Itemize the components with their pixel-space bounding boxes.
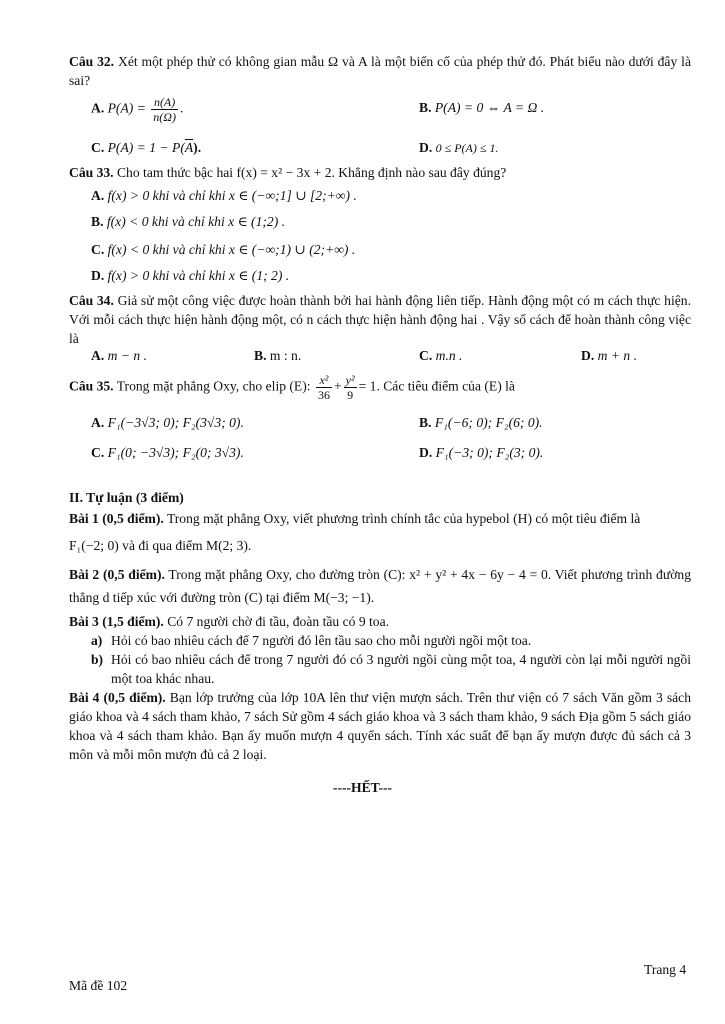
q34-c-text: m.n .: [435, 348, 463, 363]
q32-b-label: B.: [419, 100, 432, 115]
q35-eq: = 1: [358, 378, 377, 394]
q35-fx-den: 36: [317, 388, 330, 402]
q35-fraction-y: [344, 373, 357, 402]
q35-option-a: [91, 413, 244, 432]
q32-d-text: 0 ≤ P(A) ≤ 1.: [435, 141, 499, 155]
q35-plus: +: [333, 378, 342, 394]
q34-label: Câu 34.: [69, 293, 114, 308]
q32-a-label: A.: [91, 100, 105, 116]
bai1-line2: [69, 536, 251, 555]
bai1-text: Trong mặt phẳng Oxy, viết phương trình chính tắc của hypebol (H) có một tiêu điểm là: [166, 511, 641, 526]
bai3-label: Bài 3 (1,5 điểm).: [69, 614, 164, 629]
q33-label: Câu 33.: [69, 165, 114, 180]
end-marker: ----HẾT---: [332, 780, 393, 795]
q33-a-text: f(x) > 0 khi và chỉ khi x ∈ (−∞;1] ∪ [2;+∞) .: [107, 188, 357, 203]
q35-c-text: F₁(0; −3√3); F₂(0; 3√3).: [107, 445, 244, 460]
q34-option-c: [419, 346, 462, 365]
bai3-part-b: [91, 650, 691, 688]
q35-fraction-x: [316, 373, 332, 402]
q32-b-text: P(A) = 0 ⇔ A = Ω .: [434, 100, 545, 115]
bai1: [69, 509, 691, 528]
q35-fy-num: y²: [345, 373, 355, 387]
q35-option-d: [419, 443, 543, 462]
q35-a-label: A.: [91, 415, 105, 430]
q34-b-text: m : n.: [269, 348, 302, 363]
q32-option-d: [419, 138, 498, 158]
page-number: Trang 4: [644, 962, 687, 977]
q33-option-a: [91, 186, 357, 205]
q35-option-b: [419, 413, 543, 432]
q34-d-text: m + n .: [597, 348, 638, 363]
q33-b-label: B.: [91, 214, 104, 229]
q32-c-bar: $\overline{A}$: [184, 140, 194, 155]
bai4-label: Bài 4 (0,5 điểm).: [69, 690, 166, 705]
q32-c-label: C.: [91, 140, 105, 155]
q34-option-b: [254, 346, 301, 365]
bai3-part-a: [91, 631, 691, 650]
q34-b-label: B.: [254, 348, 267, 363]
q35-fx-num: x²: [316, 373, 332, 388]
q33-c-label: C.: [91, 242, 105, 257]
q34-option-a: [91, 346, 147, 365]
q33-stem: [69, 163, 506, 182]
q35-label: Câu 35.: [69, 378, 114, 394]
bai3-b-text: Hỏi có bao nhiêu cách để trong 7 người đó có 3 người ngồi cùng một toa, 4 người còn lại mỗi người ngồi một toa khác nhau.: [111, 652, 691, 686]
q33-option-b: [91, 212, 285, 231]
q33-option-d: [91, 266, 289, 285]
section2-title: [69, 488, 184, 507]
q33-a-label: A.: [91, 188, 105, 203]
q35-fy-den: 9: [347, 388, 354, 402]
bai2: [69, 563, 691, 609]
bai1-text2: F₁(−2; 0) và đi qua điểm M(2; 3).: [69, 538, 252, 553]
q32-option-b: [419, 98, 544, 117]
q34-d-label: D.: [581, 348, 595, 363]
q35-d-label: D.: [419, 445, 433, 460]
q34-c-label: C.: [419, 348, 433, 363]
q32-label: Câu 32.: [69, 54, 115, 69]
q34-stem-text: Giả sử một công việc được hoàn thành bởi hai hành động liên tiếp. Hành động một có m cách thực hiện. Với mỗi cách thực hiện hành động một, có n cách thực hiện hành động hai . Vậy số cách để hoàn thành công việc là: [69, 293, 691, 346]
q34-option-d: [581, 346, 637, 365]
q33-stem-text: Cho tam thức bậc hai f(x) = x² − 3x + 2. Khẳng định nào sau đây đúng?: [116, 165, 507, 180]
q33-d-label: D.: [91, 268, 105, 283]
q35-a-text: F₁(−3√3; 0); F₂(3√3; 0).: [107, 415, 244, 430]
q32-d-label: D.: [419, 140, 433, 155]
bai3: [69, 612, 389, 631]
q34-a-label: A.: [91, 348, 105, 363]
bai3-b-label: b): [91, 652, 104, 667]
q33-d-text: f(x) > 0 khi và chỉ khi x ∈ (1; 2) .: [107, 268, 290, 283]
bai3-text: Có 7 người chờ đi tầu, đoàn tầu có 9 toa.: [167, 614, 390, 629]
bai2-label: Bài 2 (0,5 điểm).: [69, 567, 165, 582]
q33-option-c: [91, 240, 355, 259]
q32-stem: [69, 52, 691, 90]
bai3-a-text: Hỏi có bao nhiêu cách để 7 người đó lên tầu sao cho mỗi người ngồi một toa.: [111, 633, 532, 648]
exam-code: Mã đề 102: [69, 978, 128, 993]
q32-c-post: ).: [193, 140, 202, 155]
q32-c-pre: P(A) = 1 − P(: [107, 140, 185, 155]
bai4: [69, 688, 691, 764]
q35-d-text: F₁(−3; 0); F₂(3; 0).: [435, 445, 544, 460]
bai3-a-label: a): [91, 633, 103, 648]
q33-b-text: f(x) < 0 khi và chỉ khi x ∈ (1;2) .: [106, 214, 286, 229]
bai4-text: Bạn lớp trưởng của lớp 10A lên thư viện mượn sách. Trên thư viện có 7 sách Văn gồm 3 sách giáo khoa và 4 sách tham khảo, 7 sách Sử gồm 4 sách giáo khoa và 3 sách tham khảo, 9 sách Địa gồm 5 sách giáo khoa và 4 sách tham khảo. Bạn ấy muốn mượn 4 quyển sách. Tính xác suất để bạn ấy mượn được đủ sách cả 3 môn và mỗi môn mượn đủ cả 2 loại.: [69, 690, 691, 762]
q32-stem-text: Xét một phép thử có không gian mẫu Ω và A là một biến cố của phép thử đó. Phát biểu nào dưới đây là sai?: [69, 54, 691, 88]
q35-stem-pre: Trong mặt phẳng Oxy, cho elip (E):: [116, 378, 311, 394]
q35-option-c: [91, 443, 244, 462]
section2-title-text: II. Tự luận (3 điểm): [69, 490, 184, 505]
q32-option-c: [91, 138, 201, 157]
q32-a-denominator: n(Ω): [153, 110, 176, 124]
bai1-label: Bài 1 (0,5 điểm).: [69, 511, 164, 526]
q34-a-text: m − n .: [107, 348, 148, 363]
bai2-text: Trong mặt phẳng Oxy, cho đường tròn (C): x² + y² + 4x − 6y − 4 = 0. Viết phương trình đường thẳng d tiếp xúc với đường tròn (C) tại điểm M(−3; −1).: [69, 567, 691, 605]
q32-a-tail: .: [179, 100, 184, 116]
q32-a-numerator: n(A): [151, 95, 178, 110]
q35-b-label: B.: [419, 415, 432, 430]
q35-stem-post: . Các tiêu điểm của (E) là: [376, 378, 515, 394]
q34-stem: [69, 291, 691, 348]
q35-c-label: C.: [91, 445, 105, 460]
q32-option-a: [91, 95, 183, 124]
q32-a-lhs: P(A) =: [107, 100, 146, 116]
q35-b-text: F₁(−6; 0); F₂(6; 0).: [434, 415, 543, 430]
q33-c-text: f(x) < 0 khi và chỉ khi x ∈ (−∞;1) ∪ (2;+∞) .: [107, 242, 356, 257]
q32-a-fraction: [151, 95, 178, 124]
q35-stem: [69, 373, 515, 402]
